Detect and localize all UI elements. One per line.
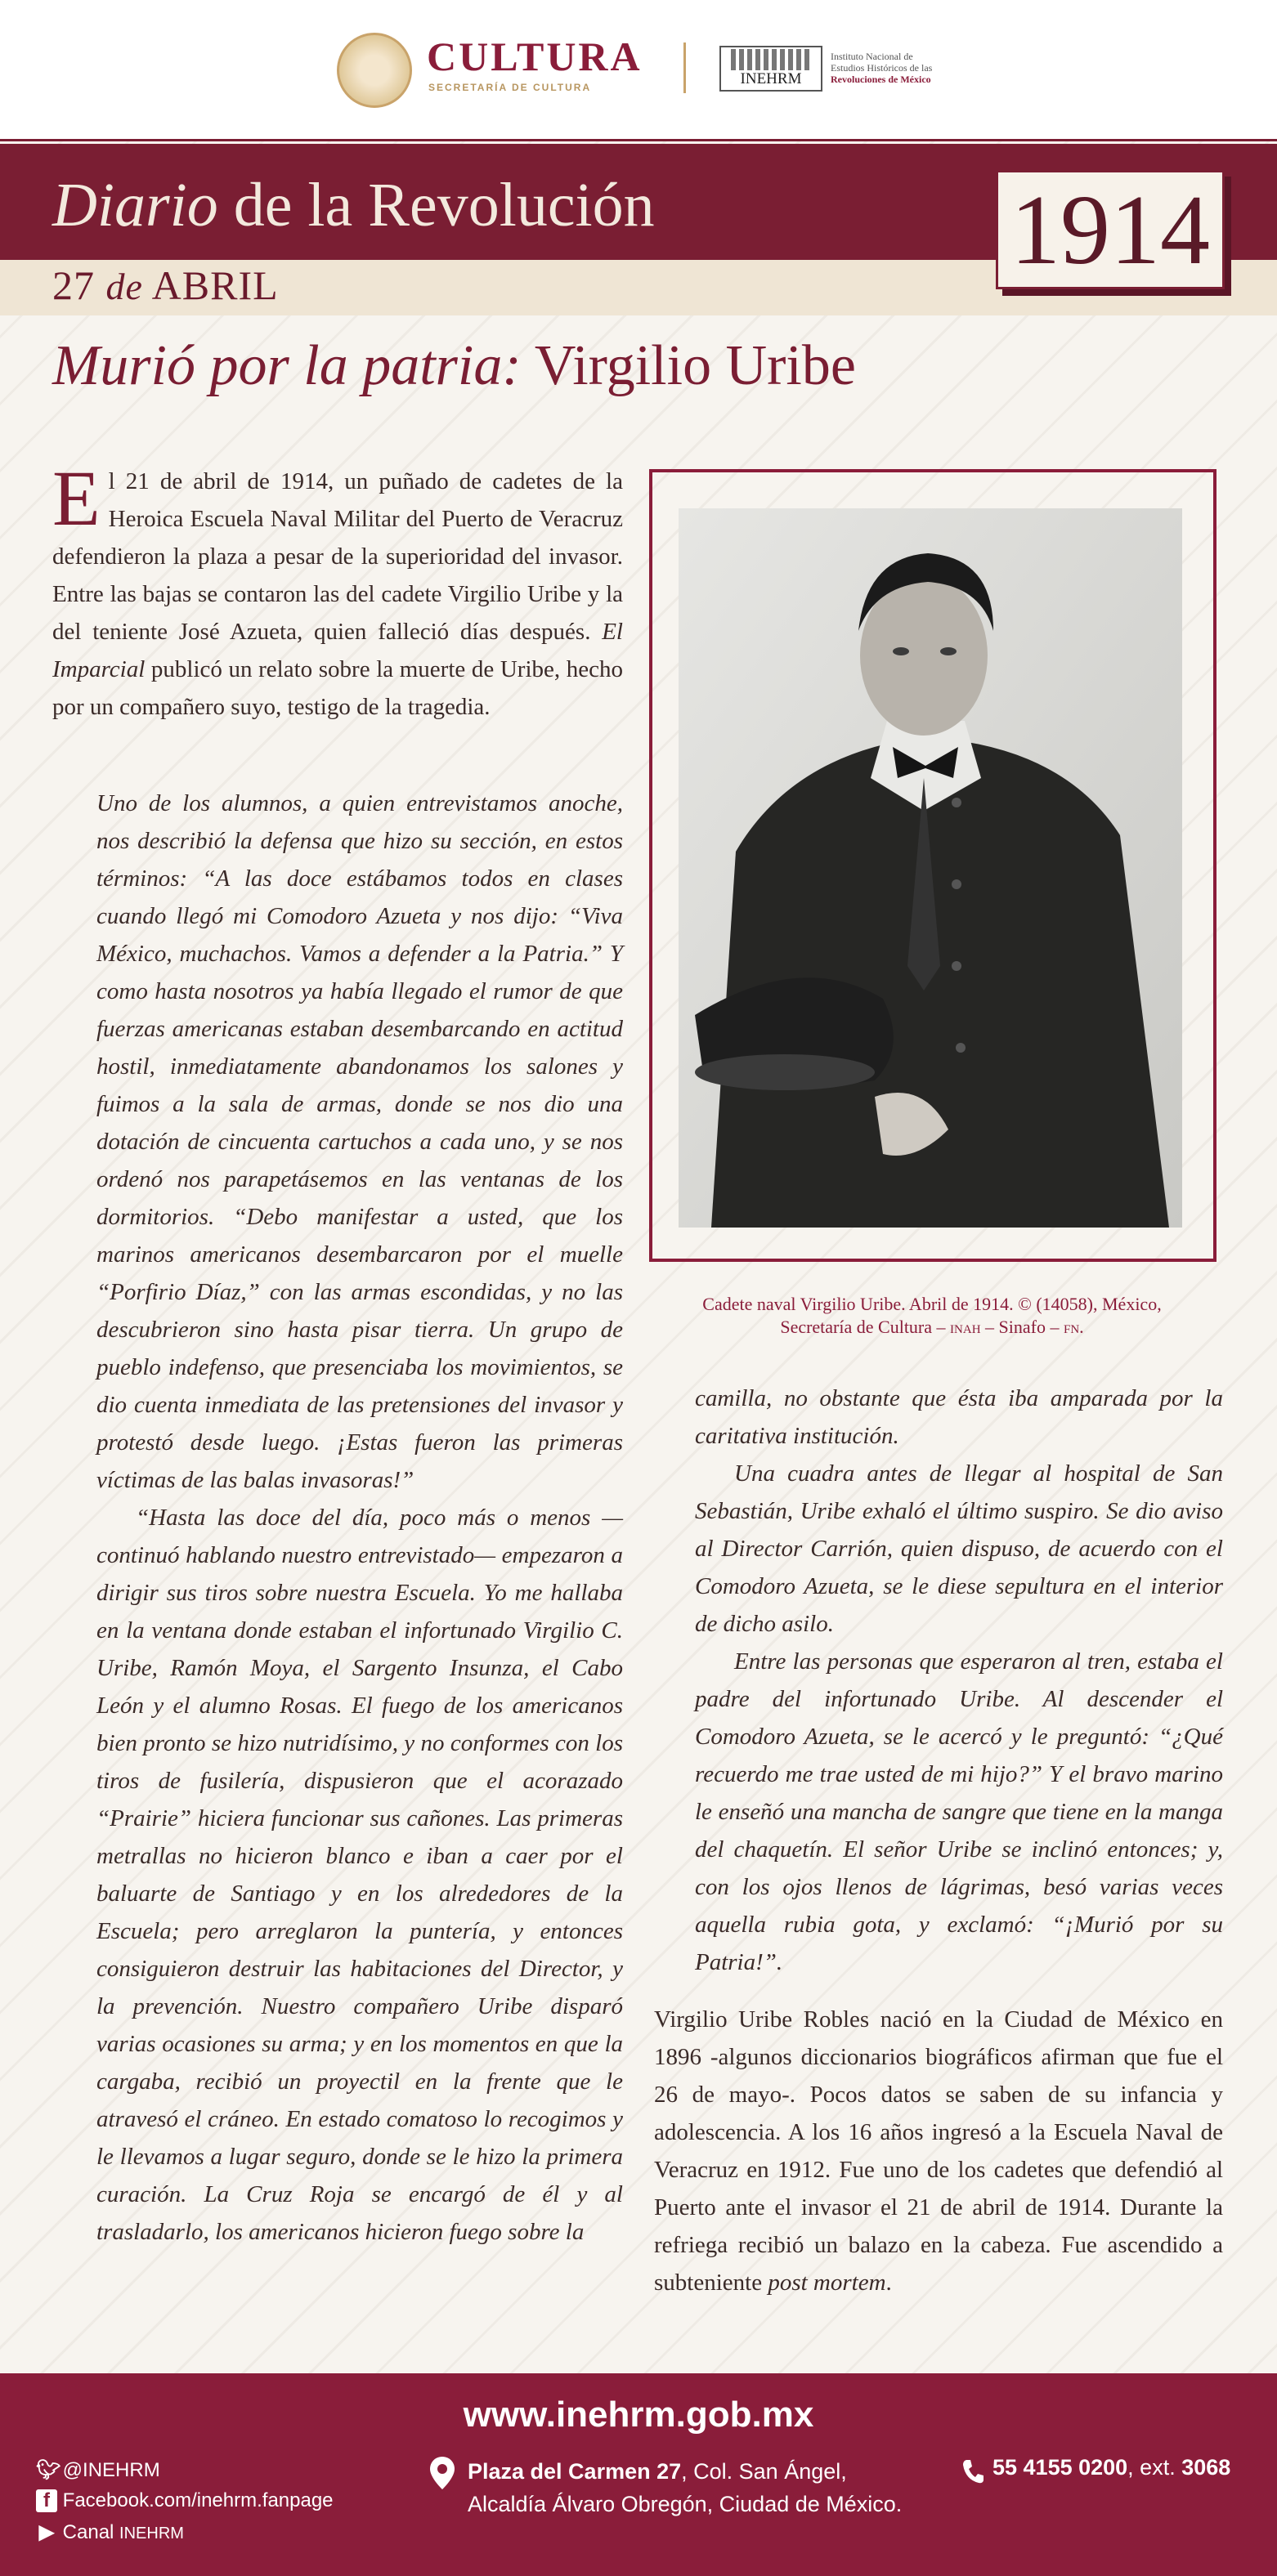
youtube-link[interactable] [36, 2520, 184, 2544]
youtube-icon: ▶ [38, 2521, 55, 2543]
caption-line2-b: – Sinafo – [980, 1317, 1064, 1337]
phone-ext-label: , ext. [1127, 2455, 1182, 2480]
caption-line1: Cadete naval Virgilio Uribe. Abril de 1914. © (14058), México, [702, 1294, 1162, 1314]
address-rest: , Col. San Ángel, [681, 2459, 847, 2484]
facebook-url: Facebook.com/inehrm.fanpage [62, 2489, 334, 2511]
cadet-portrait-photo [679, 508, 1182, 1228]
twitter-icon: 🐦︎ [36, 2459, 61, 2481]
article-title-name: Virgilio Uribe [521, 334, 856, 397]
caption-line2-c: . [1079, 1317, 1084, 1337]
address-line2: Alcaldía Álvaro Obregón, Ciudad de México. [468, 2492, 903, 2516]
intro-text-a: l 21 de abril de 1914, un puñado de cadetes de la Heroica Escuela Naval Militar del Puerto de Veracruz defendieron la plaza a pesar de la superioridad del invasor. Entre las bajas se contaron las del cadete Virgilio Uribe y la del teniente José Azueta, quien falleció días después. [52, 468, 623, 645]
phone-icon [961, 2458, 984, 2484]
bio-text-a: Virgilio Uribe Robles nació en la Ciudad de México en 1896 -algunos diccionarios biográficos afirman que fue el 26 de mayo-. Pocos datos se saben de su infancia y adolescencia. A los 16 años ingresó a la Escuela Naval de Veracruz en 1912. Fue uno de los cadetes que defendió al Puerto ante el invasor el 21 de abril de 1914. Durante la refriega recibió un balazo en la cabeza. Fue ascendido a subteniente [654, 2006, 1223, 2296]
quote-right-column [695, 1380, 1223, 1981]
quote-paragraph-2: “Hasta las doce del día, poco más o menos —continuó hablando nuestro entrevistado— empezaron a dirigir sus tiros sobre nuestra Escuela. Yo me hallaba en la ventana donde estaban el infortunado Virgilio C. Uribe, Ramón Moya, el Sargento Insunza, el Cabo León y el alumno Rosas. El fuego de los americanos bien pronto se hizo nutridísimo, y no conformes con los tiros de fusilería, dispusieron que el acorazado “Prairie” hiciera funcionar sus cañones. Las primeras metrallas no hicieron blanco e iban a caer por el baluarte de Santiago y en los alrededores de la Escuela; pero arreglaron la puntería, y entonces consiguieron destruir las habitaciones del Director, y la prevención. Nuestro compañero Uribe disparó varias ocasiones su arma; y en los momentos en que la cargaba, recibió un proyectil en la frente que le atravesó el cráneo. En estado comatoso lo recogimos y le llevamos a lugar seguro, donde se le hizo la primera curación. La Cruz Roja se encargó de él y al trasladarlo, los americanos hicieron fuego sobre la [96, 1505, 623, 2245]
date-day: 27 [52, 262, 95, 308]
cultura-logo-text: CULTURA [427, 34, 643, 79]
website-link[interactable]: www.inehrm.gob.mx [463, 2395, 814, 2435]
location-pin-icon [430, 2457, 455, 2489]
date-label [52, 262, 279, 309]
inehrm-building-icon [731, 49, 811, 70]
article-title-italic: Murió por la patria: [52, 334, 522, 397]
inehrm-logo-text: INEHRM [740, 70, 802, 87]
year-label: 1914 [1010, 175, 1210, 285]
youtube-text: Canal [62, 2521, 120, 2543]
article-title [52, 333, 856, 399]
caption-fn: fn [1063, 1317, 1080, 1337]
intro-paragraph [52, 454, 623, 726]
bio-text-italic: post mortem [768, 2270, 886, 2296]
photo-caption [654, 1293, 1210, 1339]
quote-paragraph-3: camilla, no obstante que ésta iba amparada por la caritativa institución. [695, 1385, 1223, 1449]
quote-paragraph-5: Entre las personas que esperaron al tren, estaba el padre del infortunado Uribe. Al descender el Comodoro Azueta, se le acercó y le preguntó: “¿Qué recuerdo me trae usted de mi hijo?” Y el bravo marino le enseñó una mancha de sangre que tiene en la manga del chaquetín. El señor Uribe se inclinó entonces; y, con los ojos llenos de lágrimas, besó varias veces aquella rubia gota, y exclamó: “¡Murió por su Patria!”. [695, 1648, 1223, 1975]
quote-paragraph-4: Una cuadra antes de llegar al hospital de San Sebastián, Uribe exhaló el último suspiro. Se dio aviso al Director Carrión, quien dispuso, de acuerdo con el Comodoro Azueta, se le diese sepultura en el interior de dicho asilo. [695, 1460, 1223, 1637]
mexico-seal-logo [337, 33, 412, 108]
drop-cap: E [52, 454, 101, 542]
address [468, 2455, 902, 2520]
quote-paragraph-1: Uno de los alumnos, a quien entrevistamos anoche, nos describió la defensa que hizo su sección, en estos términos: “A las doce estábamos todos en clases cuando llegó mi Comodoro Azueta y nos dijo: “Viva México, muchachos. Vamos a defender a la Patria.” Y como hasta nosotros ya había llegado el rumor de que fuerzas americanas estaban desembarcando en actitud hostil, inmediatamente abandonamos los salones y fuimos a la sala de armas, donde se nos dio una dotación de cincuenta cartuchos a cada uno, y se nos ordenó nos parapetásemos en las ventanas de los dormitorios. “Debo manifestar a usted, que los marinos americanos desembarcaron por el muelle “Porfirio Díaz,” con las armas escondidas, y no las descubrieron sino hasta pisar tierra. Un grupo de pueblo indefenso, que presenciaba los movimientos, se dio cuenta inmediata de las pretensiones del invasor y protestó desde luego. ¡Estas fueron las primeras víctimas de las balas invasoras!” [96, 790, 623, 1493]
facebook-icon: f [36, 2489, 57, 2512]
inehrm-desc-line2: Estudios Históricos de las [831, 62, 933, 74]
series-title-rest: de la Revolución [217, 171, 655, 239]
caption-line2-a: Secretaría de Cultura – [780, 1317, 951, 1337]
phone-ext-number: 3068 [1181, 2455, 1231, 2480]
inehrm-desc-line3: Revoluciones de México [831, 74, 931, 85]
twitter-handle: @INEHRM [62, 2459, 160, 2481]
phone-main: 55 4155 0200 [992, 2455, 1128, 2480]
date-month: ABRIL [151, 262, 279, 308]
series-title-italic: Diario [52, 171, 218, 239]
date-de: de [105, 266, 143, 307]
bio-text-b: . [885, 2270, 892, 2296]
series-title [52, 170, 655, 241]
quote-left-column [96, 785, 623, 2251]
logo-divider [683, 42, 686, 93]
inehrm-description [831, 51, 961, 85]
facebook-link[interactable] [36, 2489, 334, 2512]
intro-text-italic: El Imparcial [52, 619, 623, 682]
caption-inah: inah [950, 1317, 981, 1337]
intro-text-b: publicó un relato sobre la muerte de Uribe, hecho por un compañero suyo, testigo de la tragedia. [52, 656, 623, 720]
youtube-channel: INEHRM [119, 2525, 184, 2542]
caption-line2 [654, 1316, 1210, 1339]
address-bold: Plaza del Carmen 27 [468, 2459, 682, 2484]
phone-number [992, 2455, 1230, 2480]
bio-paragraph [654, 2001, 1223, 2301]
twitter-link[interactable] [36, 2458, 160, 2482]
inehrm-desc-line1: Instituto Nacional de [831, 51, 913, 62]
secretaria-text: SECRETARÍA DE CULTURA [428, 82, 592, 93]
